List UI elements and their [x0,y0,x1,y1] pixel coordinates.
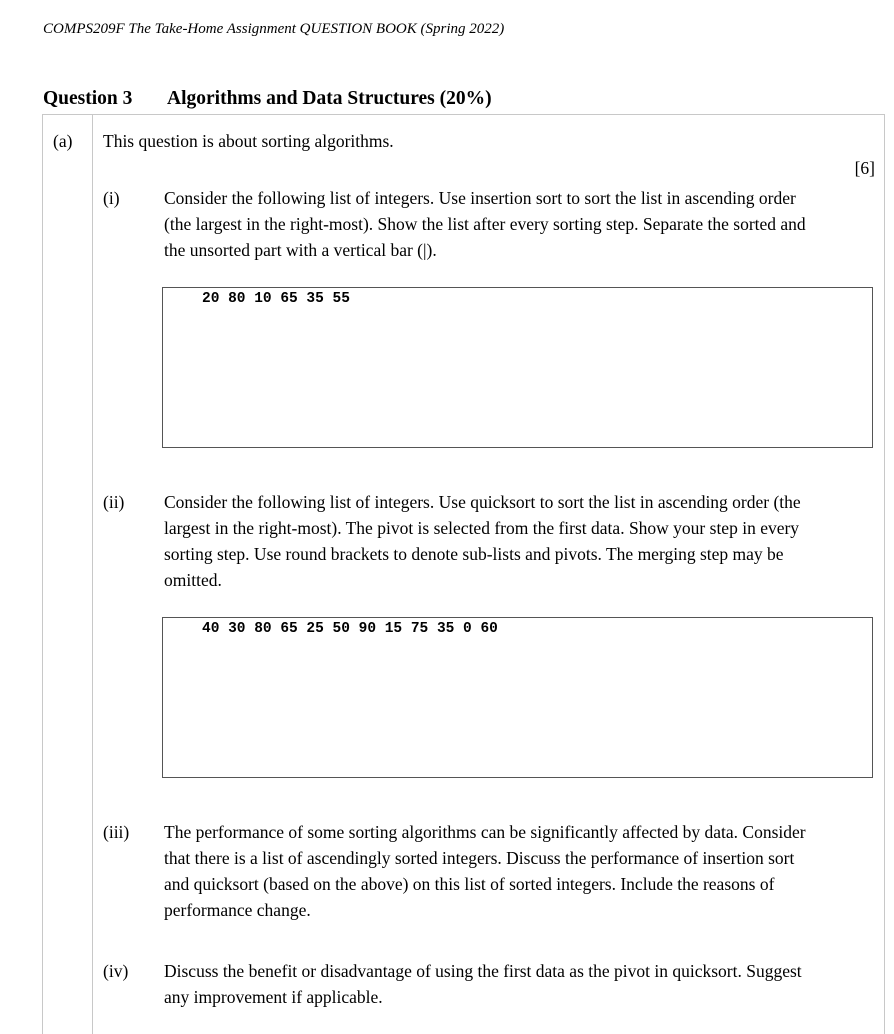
part-a-intro: This question is about sorting algorithms. [103,131,394,151]
item-iii-line-4: performance change. [164,900,311,920]
part-a-label: (a) [53,131,73,151]
item-iii-line-1: The performance of some sorting algorithms can be significantly affected by data. Consider [164,822,806,842]
item-i-line-1: Consider the following list of integers. Use insertion sort to sort the list in ascending order [164,188,796,208]
table-left-border [42,114,43,1034]
item-i-line-2: (the largest in the right-most). Show the list after every sorting step. Separate the sorted and [164,214,806,234]
item-iii-line-3: and quicksort (based on the above) on this list of sorted integers. Include the reasons of [164,874,775,894]
item-iv-text [164,958,864,1010]
item-iii-label: (iii) [103,822,130,842]
item-i-label: (i) [103,188,120,208]
answer-box-i[interactable] [162,287,873,448]
item-ii-line-1: Consider the following list of integers. Use quicksort to sort the list in ascending order (the [164,492,801,512]
item-i-line-3: the unsorted part with a vertical bar (|). [164,240,437,260]
item-iii-text [164,819,864,923]
item-ii-line-3: sorting step. Use round brackets to denote sub-lists and pivots. The merging step may be [164,544,784,564]
item-iv-label: (iv) [103,961,129,981]
item-iii-line-2: that there is a list of ascendingly sorted integers. Discuss the performance of insertion sort [164,848,795,868]
item-ii-line-2: largest in the right-most). The pivot is selected from the first data. Show your step in every [164,518,800,538]
item-iv-line-2: any improvement if applicable. [164,987,383,1007]
item-i-text [164,185,864,263]
table-column-divider [92,114,93,1034]
item-ii-label: (ii) [103,492,125,512]
answer-box-ii[interactable] [162,617,873,778]
document-header: COMPS209F The Take-Home Assignment QUESTION BOOK (Spring 2022) [43,21,505,37]
item-ii-data: 40 30 80 65 25 50 90 15 75 35 0 60 [202,621,498,637]
item-ii-text [164,489,864,593]
part-a-marks: [6] [854,158,875,178]
table-right-border [884,114,885,1034]
table-top-border [42,114,884,115]
item-ii-line-4: omitted. [164,570,222,590]
item-iv-line-1: Discuss the benefit or disadvantage of using the first data as the pivot in quicksort. Suggest [164,961,802,981]
question-number: Question 3 [43,88,133,109]
question-title: Algorithms and Data Structures (20%) [167,88,492,109]
item-i-data: 20 80 10 65 35 55 [202,291,350,307]
